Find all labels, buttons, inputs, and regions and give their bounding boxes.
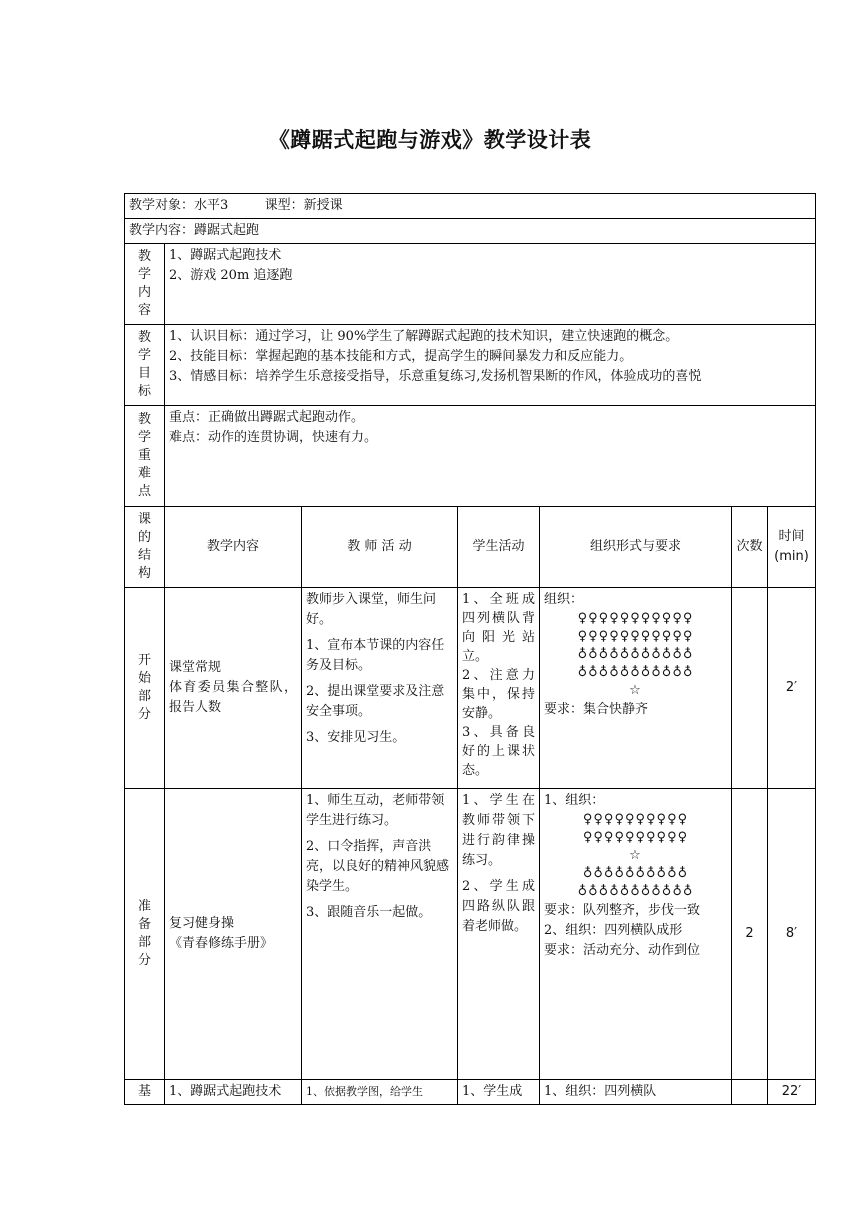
- org-cell: 1、组织：四列横队: [540, 1080, 732, 1105]
- section-key-row: [125, 406, 816, 507]
- student-cell: 1、全班成四列横队背向阳光站立。 2、注意力集中，保持安静。 3、具备良好的上课状态。: [458, 588, 540, 789]
- teacher-star-icon: ☆: [629, 848, 642, 863]
- times-cell: 2: [732, 789, 768, 1080]
- org-cell: 组织： ♀♀♀♀♀♀♀♀♀♀♀ ♀♀♀♀♀♀♀♀♀♀♀ ♁♁♁♁♁♁♁♁♁♁♁ ♁♁♁♁♁♁♁♁♁♁♁ ☆ 要求：集合快静齐: [540, 588, 732, 789]
- formation-row: ♁♁♁♁♁♁♁♁♁♁♁: [577, 647, 694, 662]
- lesson-plan-table: [124, 193, 816, 1105]
- column-header-row: [125, 507, 816, 588]
- content-cell: 课堂常规 体育委员集合整队，报告人数: [165, 588, 302, 789]
- times-header: 次数: [732, 507, 768, 588]
- content-cell: 复习健身操 《青春修练手册》: [165, 789, 302, 1080]
- duration-cell: 8′: [768, 789, 816, 1080]
- content-header: 教学内容: [165, 507, 302, 588]
- section-label: 教 学 目 标: [125, 325, 165, 406]
- org-header: 组织形式与要求: [540, 507, 732, 588]
- section-body: 重点：正确做出蹲踞式起跑动作。 难点：动作的连贯协调，快速有力。: [165, 406, 816, 507]
- section-label: 教 学 内 容: [125, 244, 165, 325]
- teacher-cell: 1、依据教学图，给学生: [302, 1080, 458, 1105]
- table-row: [125, 588, 816, 789]
- teacher-cell: 1、师生互动，老师带领学生进行练习。 2、口令指挥，声音洪亮，以良好的精神风貌感染学生。 3、跟随音乐一起做。: [302, 789, 458, 1080]
- teacher-header: 教 师 活 动: [302, 507, 458, 588]
- formation-row: ♀♀♀♀♀♀♀♀♀♀♀: [577, 629, 694, 644]
- target-text: 教学对象：水平3: [129, 198, 229, 213]
- section-goals-row: [125, 325, 816, 406]
- teacher-star-icon: ☆: [629, 683, 642, 698]
- phase-label: 开 始 部 分: [125, 588, 165, 789]
- org-cell: 1、组织： ♀♀♀♀♀♀♀♀♀♀ ♀♀♀♀♀♀♀♀♀♀ ☆ ♁♁♁♁♁♁♁♁♁♁ ♁♁♁♁♁♁♁♁♁♁♁ 要求：队列整齐，步伐一致 2、组织：四列横队成形 要求：活动充分、动作到位: [540, 789, 732, 1080]
- times-cell: [732, 588, 768, 789]
- content-text: 教学内容：蹲踞式起跑: [125, 219, 816, 244]
- duration-cell: 2′: [768, 588, 816, 789]
- formation-row: ♁♁♁♁♁♁♁♁♁♁♁: [577, 884, 694, 899]
- formation-row: ♁♁♁♁♁♁♁♁♁♁: [582, 866, 689, 881]
- structure-header: 课 的 结 构: [125, 507, 165, 588]
- formation-row: ♀♀♀♀♀♀♀♀♀♀: [582, 830, 689, 845]
- duration-header: 时间(min): [768, 507, 816, 588]
- formation-row: ♀♀♀♀♀♀♀♀♀♀: [582, 812, 689, 827]
- formation-row: ♀♀♀♀♀♀♀♀♀♀♀: [577, 611, 694, 626]
- times-cell: [732, 1080, 768, 1105]
- student-cell: 1、学生在教师带领下进行韵律操练习。 2、学生成四路纵队跟着老师做。: [458, 789, 540, 1080]
- duration-cell: 22′: [768, 1080, 816, 1105]
- section-body: 1、认识目标：通过学习，让 90%学生了解蹲踞式起跑的技术知识，建立快速跑的概念。 2、技能目标：掌握起跑的基本技能和方式，提高学生的瞬间暴发力和反应能力。 3、情感目标：培养学生乐意接受指导，乐意重复练习,发扬机智果断的作风，体验成功的喜悦: [165, 325, 816, 406]
- section-content-row: [125, 244, 816, 325]
- content-info-row: [125, 219, 816, 244]
- page-title: 《蹲踞式起跑与游戏》教学设计表: [268, 128, 592, 152]
- teacher-cell: 教师步入课堂，师生问好。 1、宣布本节课的内容任务及目标。 2、提出课堂要求及注意安全事项。 3、安排见习生。: [302, 588, 458, 789]
- table-row: [125, 789, 816, 1080]
- phase-label: 基: [125, 1080, 165, 1105]
- student-cell: 1、学生成: [458, 1080, 540, 1105]
- student-header: 学生活动: [458, 507, 540, 588]
- section-label: 教 学 重 难 点: [125, 406, 165, 507]
- table-row: [125, 1080, 816, 1105]
- info-row: [125, 194, 816, 219]
- type-text: 课型：新授课: [264, 198, 343, 213]
- formation-row: ♁♁♁♁♁♁♁♁♁♁♁: [577, 665, 694, 680]
- phase-label: 准 备 部 分: [125, 789, 165, 1080]
- content-cell: 1、蹲踞式起跑技术: [165, 1080, 302, 1105]
- section-body: 1、蹲踞式起跑技术 2、游戏 20m 追逐跑: [165, 244, 816, 325]
